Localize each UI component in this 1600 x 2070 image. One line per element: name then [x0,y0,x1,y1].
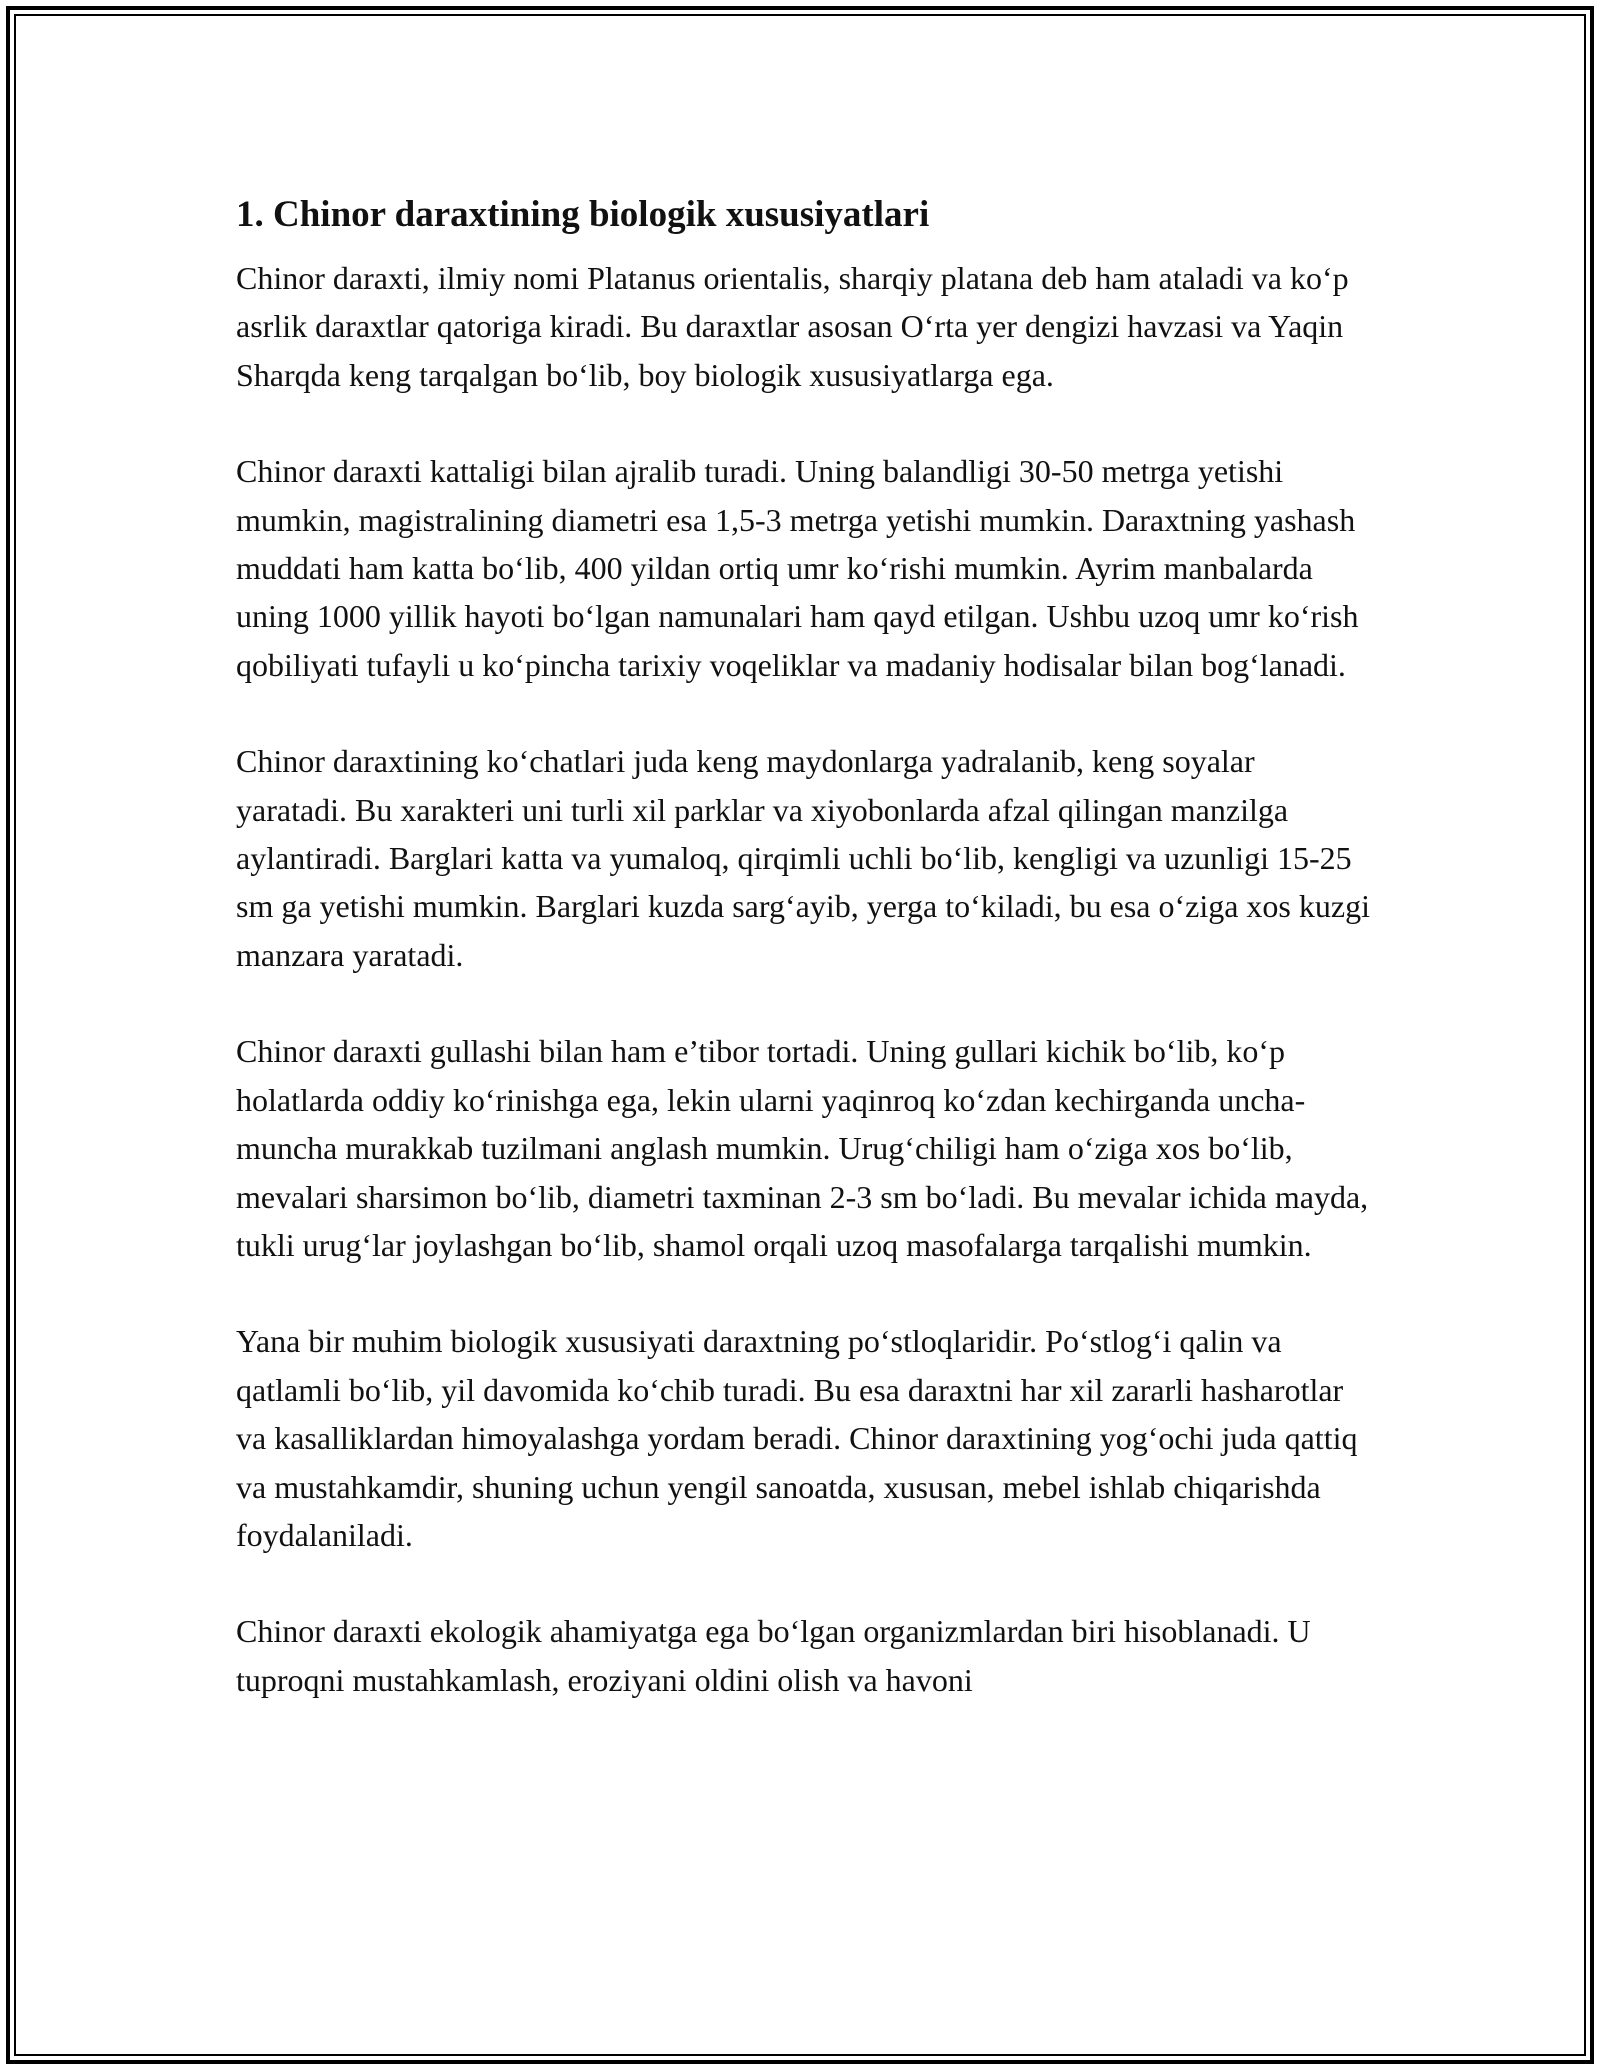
document-page [236,190,1371,1752]
paragraph-1: Chinor daraxti, ilmiy nomi Platanus orientalis, sharqiy platana deb ham ataladi va ko‘p asrlik daraxtlar qatoriga kiradi. Bu daraxtlar asosan O‘rta yer dengizi havzasi va Yaqin Sharqda keng tarqalgan bo‘lib, boy biologik xususiyatlarga ega. [236,260,1349,393]
paragraph-6: Chinor daraxti ekologik ahamiyatga ega bo‘lgan organizmlardan biri hisoblanadi. U tuproqni mustahkamlash, eroziyani oldini olish va havoni [236,1613,1311,1698]
paragraph-3: Chinor daraxtining ko‘chatlari juda keng maydonlarga yadralanib, keng soyalar yaratadi. Bu xarakteri uni turli xil parklar va xiyobonlarda afzal qilingan manzilga aylantiradi. Barglari katta va yumaloq, qirqimli uchli bo‘lib, kengligi va uzunligi 15-25 sm ga yetishi mumkin. Barglari kuzda sarg‘ayib, yerga to‘kiladi, bu esa o‘ziga xos kuzgi manzara yaratadi. [236,743,1370,973]
paragraph-2: Chinor daraxti kattaligi bilan ajralib turadi. Uning balandligi 30-50 metrga yetishi mumkin, magistralining diametri esa 1,5-3 metrga yetishi mumkin. Daraxtning yashash muddati ham katta bo‘lib, 400 yildan ortiq umr ko‘rishi mumkin. Ayrim manbalarda uning 1000 yillik hayoti bo‘lgan namunalari ham qayd etilgan. Ushbu uzoq umr ko‘rish qobiliyati tufayli u ko‘pincha tarixiy voqeliklar va madaniy hodisalar bilan bog‘lanadi. [236,453,1359,683]
paragraph-4: Chinor daraxti gullashi bilan ham e’tibor tortadi. Uning gullari kichik bo‘lib, ko‘p holatlarda oddiy ko‘rinishga ega, lekin ularni yaqinroq ko‘zdan kechirganda uncha-muncha murakkab tuzilmani anglash mumkin. Urug‘chiligi ham o‘ziga xos bo‘lib, mevalari sharsimon bo‘lib, diametri taxminan 2-3 sm bo‘ladi. Bu mevalar ichida mayda, tukli urug‘lar joylashgan bo‘lib, shamol orqali uzoq masofalarga tarqalishi mumkin. [236,1033,1369,1263]
paragraph-5: Yana bir muhim biologik xususiyati daraxtning po‘stloqlaridir. Po‘stlog‘i qalin va qatlamli bo‘lib, yil davomida ko‘chib turadi. Bu esa daraxtni har xil zararli hasharotlar va kasalliklardan himoyalashga yordam beradi. Chinor daraxtining yog‘ochi juda qattiq va mustahkamdir, shuning uchun yengil sanoatda, xususan, mebel ishlab chiqarishda foydalaniladi. [236,1323,1358,1553]
section-title: 1. Chinor daraxtining biologik xususiyatlari [236,194,930,235]
